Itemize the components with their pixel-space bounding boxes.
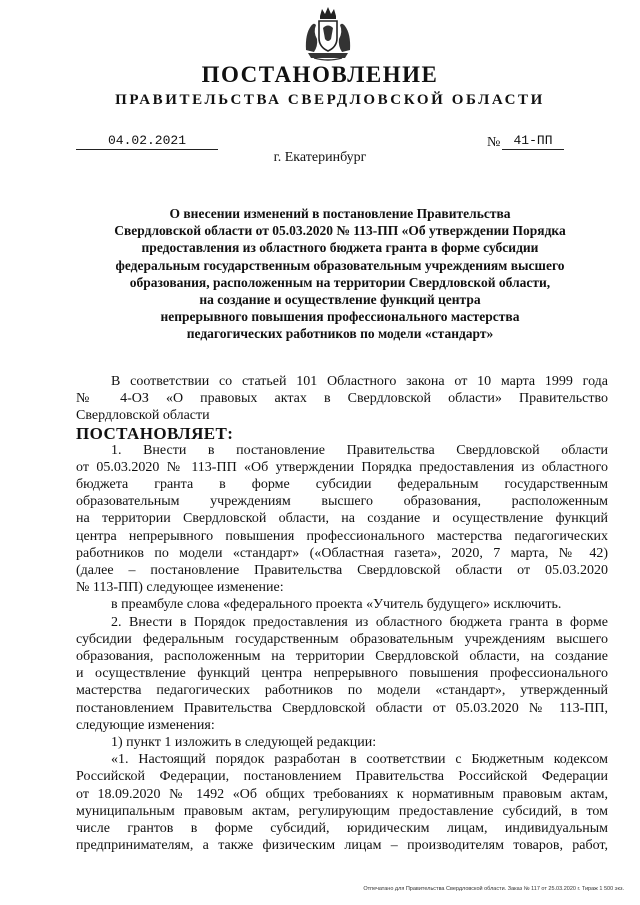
body-line: В соответствии со статьей 101 Областного закона от 10 марта 1999 года — [111, 374, 608, 389]
body-line: субсидии федеральным государственным образовательным учреждениям высшего — [76, 631, 608, 647]
body-line: № 113-ПП) следующее изменение: — [76, 580, 284, 596]
body-line: образования, расположенным на территории Свердловской области, на создание — [76, 649, 608, 665]
body-line: 1) пункт 1 изложить в следующей редакции: — [111, 735, 377, 751]
body-line: № 4-ОЗ «О правовых актах в Свердловской области» Правительство — [76, 391, 608, 407]
body-line: муниципальным правовым актам, регулирующим предоставление субсидий, в том — [76, 803, 608, 819]
document-body — [76, 373, 608, 854]
document-number-label: № — [487, 135, 501, 150]
heading-line: образования, расположенным на территории Свердловской области, — [129, 274, 551, 290]
body-line: 2. Внести в Порядок предоставления из областного бюджета гранта в форме — [111, 614, 608, 630]
body-line: и осуществление функций центра непрерывного повышения профессионального — [76, 666, 608, 682]
heading-line: О внесении изменений в постановление Правительства — [169, 206, 511, 221]
body-line: работников по модели «стандарт» («Областная газета», 2020, 7 марта, № 42) — [76, 545, 608, 561]
body-line: бюджета гранта в форме субсидии федеральным государственным — [76, 477, 608, 493]
document-heading — [70, 205, 610, 343]
heading-line: на создание и осуществление функций центра — [199, 292, 481, 308]
document-city: г. Екатеринбург — [273, 150, 367, 165]
heading-line: предоставления из областного бюджета гранта в форме субсидии — [141, 240, 539, 256]
document-number: 41-ПП — [502, 133, 564, 150]
body-line: на территории Свердловской области, на создание и осуществление функций — [76, 511, 608, 527]
body-line: от 18.09.2020 № 1492 «Об общих требованиях к нормативным правовым актам, — [76, 786, 608, 802]
document-title: ПОСТАНОВЛЕНИЕ — [201, 62, 439, 87]
body-line: в преамбуле слова «федерального проекта «Учитель будущего» исключить. — [111, 597, 562, 613]
print-footer: Отпечатано для Правительства Свердловской области. Заказ № 117 от 25.03.2020 г. Тираж 1 500 экз. — [363, 886, 624, 892]
body-line: центра непрерывного повышения профессионального мастерства педагогических — [76, 528, 608, 544]
heading-line: непрерывного повышения профессионального мастерства — [160, 309, 520, 325]
document-date: 04.02.2021 — [76, 133, 218, 150]
heading-line: педагогических работников по модели «стандарт» — [186, 326, 494, 342]
heading-line: Свердловской области от 05.03.2020 № 113-ПП «Об утверждении Порядка — [114, 223, 566, 239]
body-line: Свердловской области — [76, 408, 210, 424]
body-line: (далее – постановление Правительства Свердловской области от 05.03.2020 — [76, 563, 608, 579]
decree-word: ПОСТАНОВЛЯЕТ: — [76, 423, 234, 443]
heading-line: федеральным государственным образовательным учреждениям высшего — [115, 257, 565, 273]
body-line: Российской Федерации, постановлением Правительства Российской Федерации — [76, 769, 608, 785]
body-line: постановлением Правительства Свердловской области от 05.03.2020 № 113-ПП, — [76, 700, 608, 716]
body-line: 1. Внести в постановление Правительства Свердловской области — [111, 442, 608, 458]
body-line: следующие изменения: — [76, 717, 215, 733]
body-line: от 05.03.2020 № 113-ПП «Об утверждении Порядка предоставления из областного — [76, 459, 608, 475]
body-line: «1. Настоящий порядок разработан в соответствии с Бюджетным кодексом — [111, 752, 608, 768]
body-line: образовательным учреждениям высшего образования, расположенным — [76, 494, 608, 510]
sverdlovsk-coat-of-arms-icon — [302, 6, 354, 62]
body-line: предпринимателям, а также физическим лицам – производителям товаров, работ, — [76, 838, 608, 854]
body-line: числе грантов в форме субсидий, юридическим лицам, индивидуальным — [76, 821, 608, 837]
document-subtitle: ПРАВИТЕЛЬСТВА СВЕРДЛОВСКОЙ ОБЛАСТИ — [115, 92, 545, 108]
body-line: мастерства педагогических работников по модели «стандарт», утвержденный — [76, 683, 608, 699]
